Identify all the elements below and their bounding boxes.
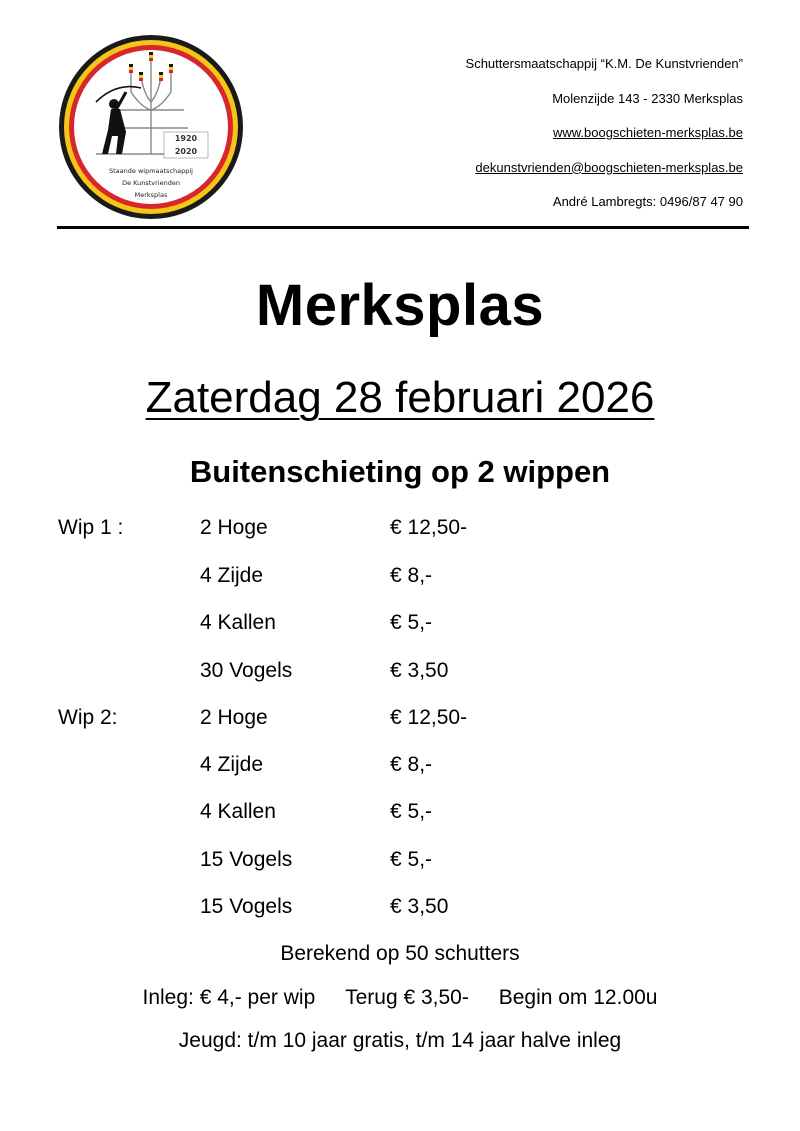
start-time: Begin om 12.00u [498, 986, 658, 1009]
event-date-text: Zaterdag 28 februari 2026 [145, 373, 655, 422]
prize-price: € 8,- [390, 564, 433, 587]
prize-item: 2 Hoge [200, 516, 268, 539]
prize-price: € 12,50- [390, 706, 468, 729]
price-row [0, 611, 800, 641]
prize-item: 15 Vogels [200, 895, 293, 918]
prize-price: € 5,- [390, 611, 433, 634]
prize-price: € 3,50 [390, 659, 449, 682]
calculation-note: Berekend op 50 schutters [280, 942, 520, 965]
prize-item: 4 Kallen [200, 611, 276, 634]
price-row [0, 516, 800, 546]
society-name: Schuttersmaatschappij “K.M. De Kunstvrienden” [465, 56, 743, 71]
prize-price: € 12,50- [390, 516, 468, 539]
club-logo-emblem [56, 32, 246, 222]
prize-item: 4 Zijde [200, 753, 264, 776]
price-row [0, 895, 800, 925]
wip-label: Wip 2: [58, 706, 118, 729]
prize-price: € 8,- [390, 753, 433, 776]
wip-label: Wip 1 : [58, 516, 124, 539]
prize-item: 4 Zijde [200, 564, 264, 587]
header-divider [57, 226, 749, 229]
logo-year-start: 1920 [174, 134, 198, 143]
page-title: Merksplas [255, 273, 545, 338]
address: Molenzijde 143 - 2330 Merksplas [552, 90, 743, 106]
event-date [0, 373, 800, 423]
fee-line [0, 986, 800, 1010]
prize-item: 15 Vogels [200, 848, 293, 871]
entry-fee: Inleg: € 4,- per wip [142, 986, 316, 1009]
club-logo [56, 32, 246, 222]
price-row [0, 800, 800, 830]
logo-line-1: Staande wipmaatschappij [109, 167, 193, 175]
refund: Terug € 3,50- [345, 986, 469, 1009]
prize-item: 30 Vogels [200, 659, 293, 682]
price-row [0, 659, 800, 689]
prize-item: 4 Kallen [200, 800, 276, 823]
price-row [0, 753, 800, 783]
logo-year-end: 2020 [174, 147, 198, 156]
prize-price: € 3,50 [390, 895, 449, 918]
website-link[interactable]: www.boogschieten-merksplas.be [552, 125, 743, 140]
email-link[interactable]: dekunstvrienden@boogschieten-merksplas.be [475, 159, 743, 175]
event-subtitle: Buitenschieting op 2 wippen [189, 454, 611, 489]
logo-line-3: Merksplas [134, 191, 168, 199]
price-row [0, 564, 800, 594]
prize-price: € 5,- [390, 848, 433, 871]
price-row [0, 706, 800, 736]
prize-item: 2 Hoge [200, 706, 268, 729]
youth-note: Jeugd: t/m 10 jaar gratis, t/m 14 jaar halve inleg [178, 1029, 622, 1052]
price-row [0, 848, 800, 878]
phone-contact: André Lambregts: 0496/87 47 90 [552, 194, 743, 209]
logo-line-2: De Kunstvrienden [122, 179, 180, 187]
prize-price: € 5,- [390, 800, 433, 823]
contact-block [466, 56, 743, 229]
